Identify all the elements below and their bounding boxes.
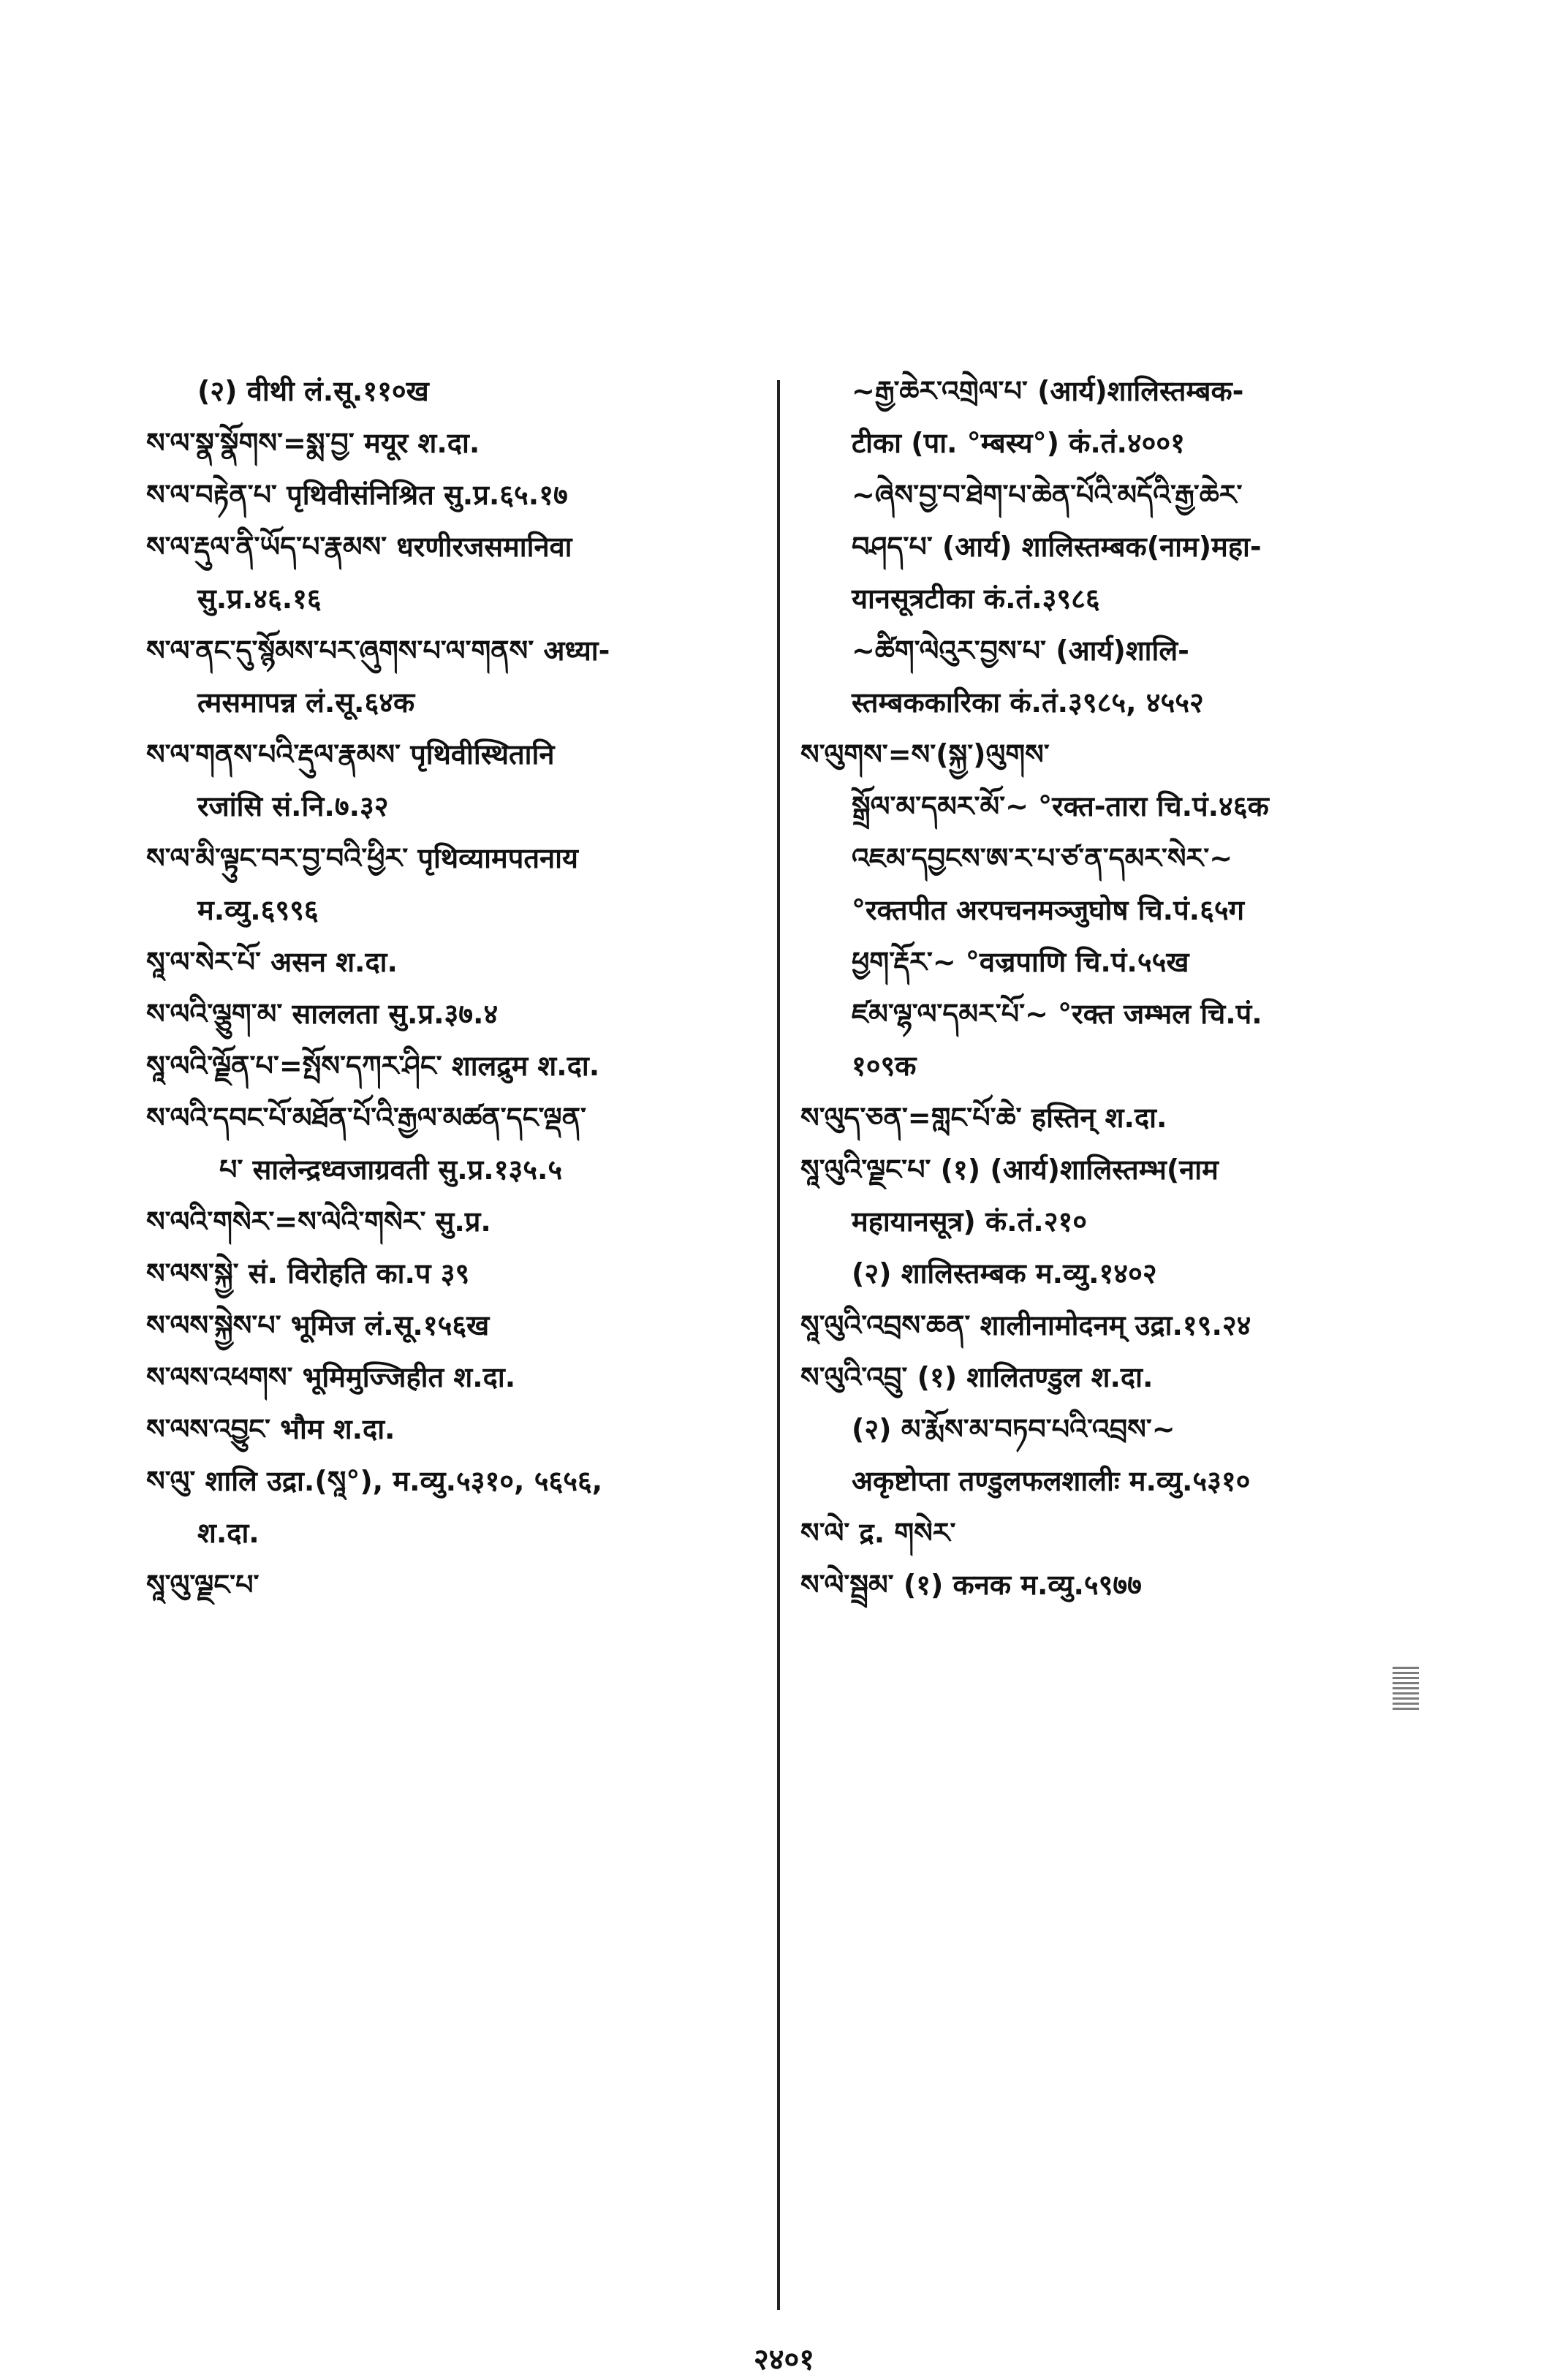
entry-line: म.व्यु.६९९६ — [197, 894, 319, 926]
entry-line: ཕྱག་རྡོར་~ °वज्रपाणि चि.पं.५५ख — [852, 946, 1189, 978]
entry-line: अकृष्टोप्ता तण्डुलफलशालीः म.व्यु.५३१० — [852, 1465, 1251, 1497]
entry-line: ~རྒྱ་ཆེར་འགྲེལ་པ་ (आर्य)शालिस्तम्बक- — [852, 375, 1244, 407]
entry-line: སཱ་ལ་སེར་པོ་ असन श.दा. — [146, 946, 398, 978]
entry-line: ས་ལུགས་=ས་(སྐྱ་)ལུགས་ — [800, 738, 1050, 770]
entry-line: སཱ་ལའི་ལྗོན་པ་=སྤོས་དཀར་ཤིང་ शालद्रुम श.दा. — [146, 1050, 600, 1082]
entry-line: ས་ལས་འཕགས་ भूमिमुज्जिहीत श.दा. — [146, 1361, 516, 1393]
column-divider — [777, 380, 780, 2310]
entry-line: ས་ལེ་ द्र. གསེར་ — [800, 1517, 956, 1549]
entry-line: ས་ལུད་ཅན་=གླང་པོ་ཆེ་ हस्तिन् श.दा. — [800, 1102, 1167, 1134]
entry-line: °रक्तपीत अरपचनमञ्जुघोष चि.पं.६५ग — [852, 894, 1245, 926]
entry-line: रजांसि सं.नि.७.३२ — [197, 790, 389, 822]
entry-line: ~ཞེས་བྱ་བ་ཐེག་པ་ཆེན་པོའི་མདོའི་རྒྱ་ཆེར་ — [852, 479, 1243, 511]
entry-line: ས་ལ་གནས་པའི་རྡུལ་རྣམས་ पृथिवीस्थितानि — [146, 738, 555, 770]
entry-line: स्तम्बककारिका कं.तं.३९८५, ४५५२ — [852, 686, 1204, 719]
entry-line: སྒྲོལ་མ་དམར་མོ་~ °रक्त-तारा चि.पं.४६क — [852, 790, 1269, 822]
entry-line: ~ཚིག་ལེའུར་བྱས་པ་ (आर्य)शालि- — [852, 635, 1189, 667]
entry-line: सु.प्र.४६.१६ — [197, 583, 322, 615]
entry-line: १०९क — [852, 1050, 917, 1082]
entry-line: སཱ་ལུ་ལྗང་པ་ — [146, 1569, 260, 1601]
entry-line: ས་ལའི་གསེར་=ས་ལེའི་གསེར་ सु.प्र. — [146, 1205, 491, 1238]
entry-line: ཛམ་ལྷ་ལ་དམར་པོ་~ °रक्त जम्भल चि.पं. — [852, 998, 1262, 1030]
entry-line: བཤད་པ་ (आर्य) शालिस्तम्बक(नाम)महा- — [852, 531, 1262, 563]
entry-line: श.दा. — [197, 1517, 260, 1549]
entry-line: (२) མ་རྨོས་མ་བཏབ་པའི་འབྲས་~ — [852, 1413, 1175, 1445]
entry-line: त्मसमापन्न लं.सू.६४क — [197, 686, 415, 719]
entry-line: ས་ལ་རྡུལ་ནི་ཡོད་པ་རྣམས་ धरणीरजसमानिवा — [146, 531, 572, 563]
entry-line: ས་ལས་སྐྱེས་པ་ भूमिज लं.सू.१५६ख — [146, 1309, 490, 1341]
entry-line: ས་ལུའི་འབྲུ་ (१) शालितण्डुल श.दा. — [800, 1361, 1154, 1393]
left-column — [146, 366, 768, 1611]
entry-line: (२) शालिस्तम्बक म.व्यु.१४०२ — [852, 1257, 1157, 1290]
entry-line: ས་ལ་ནང་དུ་སྙོམས་པར་ཞུགས་པ་ལ་གནས་ अध्या- — [146, 635, 610, 667]
entry-line: ས་ལུ་ शालि उद्रा.(སཱ°), म.व्यु.५३१०, ५६५६, — [146, 1465, 603, 1497]
entry-line: ས་ལས་འབྱུང་ भौम श.दा. — [146, 1413, 395, 1445]
entry-line: ས་ལ་བརྟེན་པ་ पृथिवीसंनिश्रित सु.प्र.६५.१७ — [146, 479, 568, 511]
entry-line: སཱ་ལུའི་ལྗང་པ་ (१) (आर्य)शालिस्तम्भ(नाम — [800, 1154, 1219, 1186]
entry-line: यानसूत्रटीका कं.तं.३९८६ — [852, 583, 1100, 615]
right-column — [800, 366, 1393, 1611]
entry-line: ས་ལའི་དབང་པོ་མཐོན་པོ་འི་རྒྱལ་མཚན་དང་ལྡན་ — [146, 1102, 587, 1134]
entry-line: ས་ལའི་ལྕུག་མ་ साललता सु.प्र.३७.४ — [146, 998, 499, 1030]
entry-line: སཱ་ལུའི་འབྲས་ཆན་ शालीनामोदनम् उद्रा.१९.२४ — [800, 1309, 1251, 1341]
entry-line: ས་ལ་མི་ལྟུང་བར་བྱ་བའི་ཕྱིར་ पृथिव्यामपतनाय — [146, 842, 578, 874]
entry-line: འཇམ་དབྱངས་ཨ་ར་པ་ཙ་ན་དམར་སེར་~ — [852, 842, 1233, 874]
page-number: २४०१ — [753, 2343, 815, 2377]
entry-line: པ་ सालेन्द्रध्वजाग्रवती सु.प्र.१३५.५ — [219, 1154, 563, 1186]
entry-line: महायानसूत्र) कं.तं.२१० — [852, 1205, 1087, 1238]
entry-line: टीका (पा. °म्बस्य°) कं.तं.४००१ — [852, 427, 1185, 459]
entry-line: ས་ལས་སྐྱེ་ सं. विरोहति का.प ३९ — [146, 1257, 470, 1290]
entry-line: ས་ལ་སྣ་སྣོགས་=སྨ་བྱ་ मयूर श.दा. — [146, 427, 480, 459]
scan-edge-mark — [1393, 1667, 1419, 1711]
entry-line: (२) वीथी लं.सू.११०ख — [197, 375, 429, 407]
entry-line: ས་ལེ་སྦྲམ་ (१) कनक म.व्यु.५९७७ — [800, 1569, 1142, 1601]
